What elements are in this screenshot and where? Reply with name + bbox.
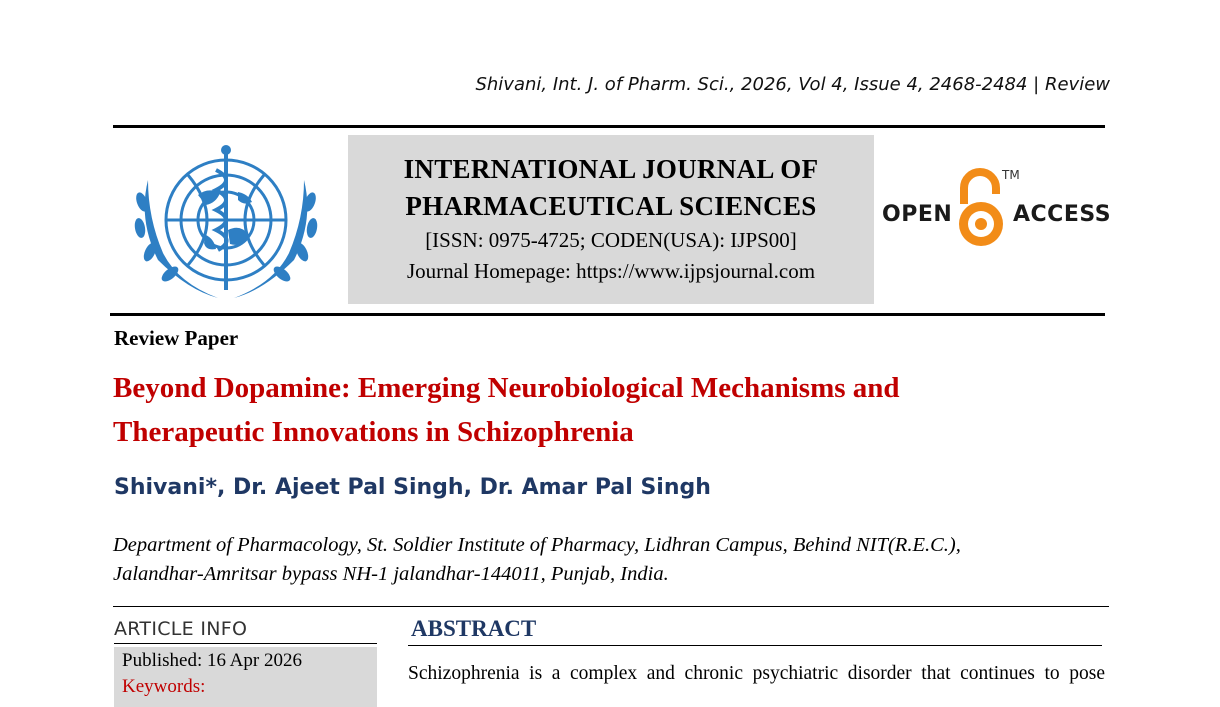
- abstract-rule: [408, 645, 1102, 646]
- article-info-box: [114, 647, 377, 707]
- paper-type-label: Review Paper: [114, 326, 239, 350]
- abstract-heading: ABSTRACT: [411, 616, 537, 641]
- journal-title-line-1: INTERNATIONAL JOURNAL OF: [403, 154, 819, 184]
- section-divider: [113, 606, 1109, 607]
- article-info-rule: [114, 643, 377, 644]
- header-rule-top: [113, 125, 1105, 128]
- trademark-mark: TM: [1002, 168, 1020, 182]
- open-access-access-text: ACCESS: [1013, 202, 1112, 227]
- abstract-text: Schizophrenia is a complex and chronic psychiatric disorder that continues to pose: [408, 663, 1105, 684]
- journal-homepage-link[interactable]: Journal Homepage: https://www.ijpsjournal.com: [406, 259, 816, 283]
- paper-authors: Shivani*, Dr. Ajeet Pal Singh, Dr. Amar Pal Singh: [114, 475, 711, 500]
- header-rule-bottom: [110, 313, 1105, 316]
- journal-title: [348, 135, 874, 225]
- paper-title: [113, 366, 1093, 454]
- citation-header: Shivani, Int. J. of Pharm. Sci., 2026, Vol 4, Issue 4, 2468-2484 | Review: [475, 74, 1110, 95]
- published-date: Published: 16 Apr 2026: [122, 650, 302, 671]
- journal-title-box: [348, 135, 874, 304]
- keywords-label: Keywords:: [122, 676, 206, 697]
- open-access-open-text: OPEN: [882, 202, 953, 227]
- journal-title-line-2: PHARMACEUTICAL SCIENCES: [405, 191, 817, 221]
- article-info-heading: ARTICLE INFO: [114, 618, 248, 640]
- author-affiliation: [113, 531, 961, 589]
- paper-title-line-2: Therapeutic Innovations in Schizophrenia: [113, 416, 634, 448]
- journal-emblem-logo: [128, 140, 324, 305]
- affiliation-line-1: Department of Pharmacology, St. Soldier Institute of Pharmacy, Lidhran Campus, Behind NIT(R.E.C.),: [113, 534, 961, 556]
- open-access-logo: [880, 166, 1110, 250]
- affiliation-line-2: Jalandhar-Amritsar bypass NH-1 jalandhar-144011, Punjab, India.: [113, 563, 669, 585]
- journal-issn: [ISSN: 0975-4725; CODEN(USA): IJPS00]: [425, 228, 797, 252]
- paper-title-line-1: Beyond Dopamine: Emerging Neurobiological Mechanisms and: [113, 372, 900, 404]
